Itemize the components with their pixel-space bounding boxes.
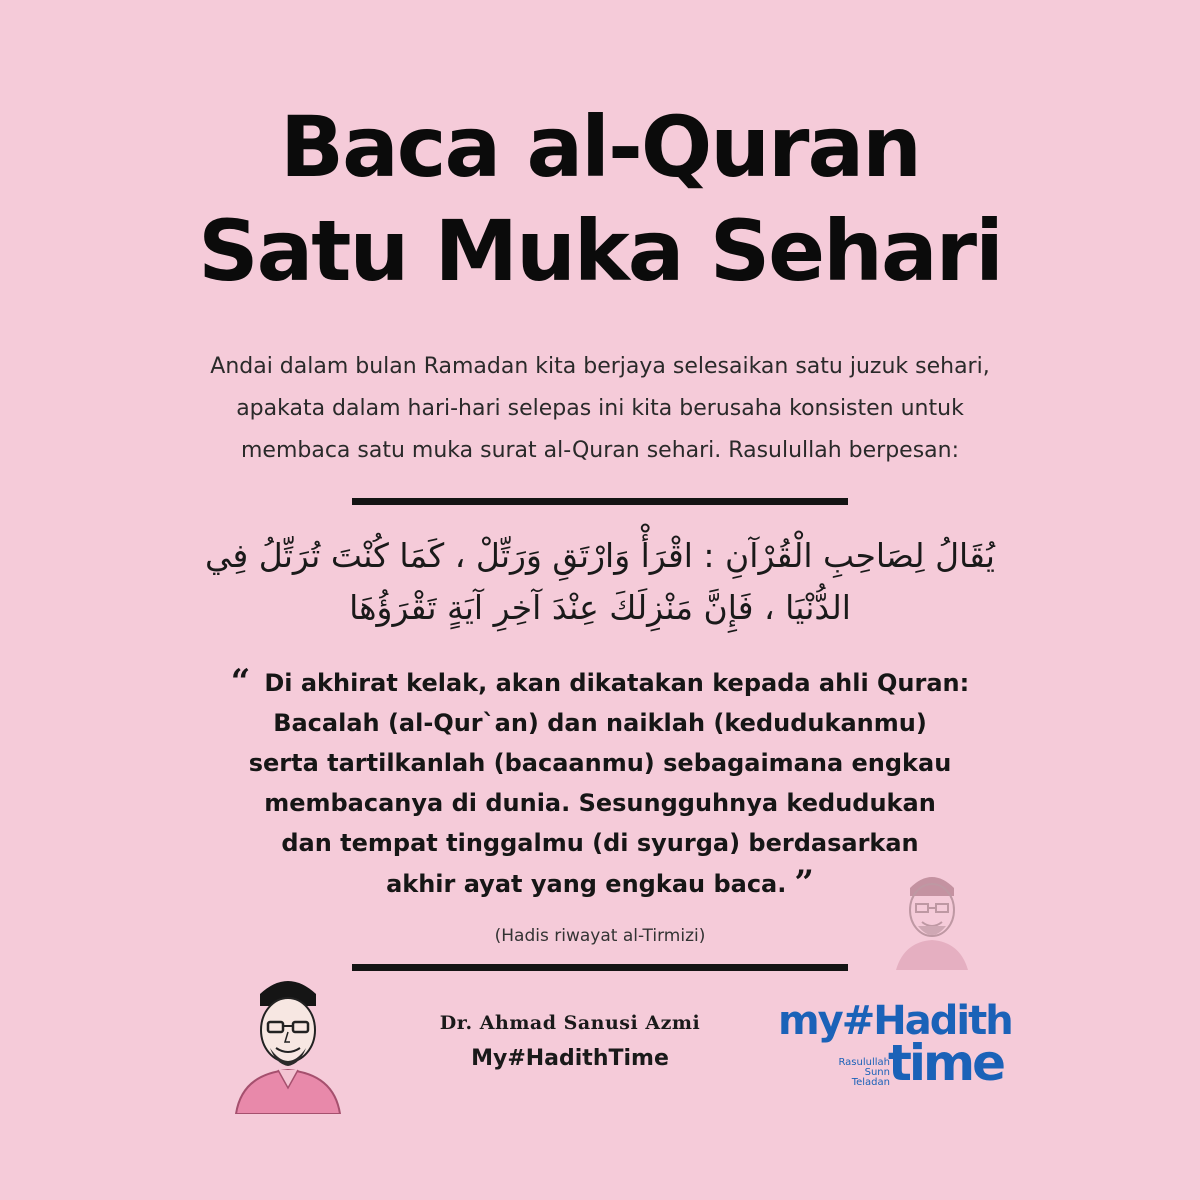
logo-tagline-line: Teladan: [851, 1077, 890, 1088]
page-title: [0, 95, 1200, 303]
author-block: [380, 1012, 760, 1071]
title-line-2: Satu Muka Sehari: [198, 202, 1002, 300]
title-line-1: Baca al-Quran: [280, 98, 920, 196]
intro-paragraph: [100, 346, 1100, 472]
open-quote-mark: “: [230, 662, 251, 702]
quote-line: membacanya di dunia. Sesungguhnya kedudukan: [264, 789, 936, 817]
quote-line: dan tempat tinggalmu (di syurga) berdasarkan: [281, 829, 919, 857]
hadith-time-logo: [770, 1000, 1010, 1100]
logo-tagline: [780, 1058, 890, 1088]
intro-line: apakata dalam hari-hari selepas ini kita berusaha konsisten untuk: [236, 396, 964, 421]
intro-line: membaca satu muka surat al-Quran sehari. Rasulullah berpesan:: [240, 438, 960, 463]
author-name: Dr. Ahmad Sanusi Azmi: [439, 1012, 701, 1034]
divider-bottom: [352, 964, 848, 971]
quote-line: [120, 662, 1080, 703]
portrait-illustration-icon: [882, 858, 982, 977]
arabic-line: يُقَالُ لِصَاحِبِ الْقُرْآنِ : اقْرَأْ وَارْتَقِ وَرَتِّلْ ، كَمَا كُنْتَ تُرَتِّلُ فِي: [204, 536, 995, 575]
logo-tagline-line: Sunn: [864, 1067, 890, 1078]
arabic-line: الدُّنْيَا ، فَإِنَّ مَنْزِلَكَ عِنْدَ آخِرِ آيَةٍ تَقْرَؤُهَا: [349, 588, 851, 627]
quote-line: serta tartilkanlah (bacaanmu) sebagaimana engkau: [248, 749, 952, 777]
author-portrait-icon: [228, 964, 348, 1118]
logo-tagline-line: Rasulullah: [838, 1057, 890, 1068]
close-quote-mark: ”: [794, 863, 814, 903]
quote-line: Bacalah (al-Qur`an) dan naiklah (kedudukanmu): [273, 709, 927, 737]
quote-line-text: akhir ayat yang engkau baca.: [386, 870, 787, 898]
logo-line-1: my#Hadith: [778, 998, 1012, 1044]
logo-line-2: time: [888, 1034, 1004, 1092]
author-hashtag: My#HadithTime: [471, 1046, 669, 1071]
arabic-hadith-text: [130, 530, 1070, 634]
quote-line-text: Di akhirat kelak, akan dikatakan kepada ahli Quran:: [264, 669, 970, 697]
hadith-source: (Hadis riwayat al-Tirmizi): [494, 926, 706, 946]
divider-top: [352, 498, 848, 505]
intro-line: Andai dalam bulan Ramadan kita berjaya selesaikan satu juzuk sehari,: [210, 354, 990, 379]
